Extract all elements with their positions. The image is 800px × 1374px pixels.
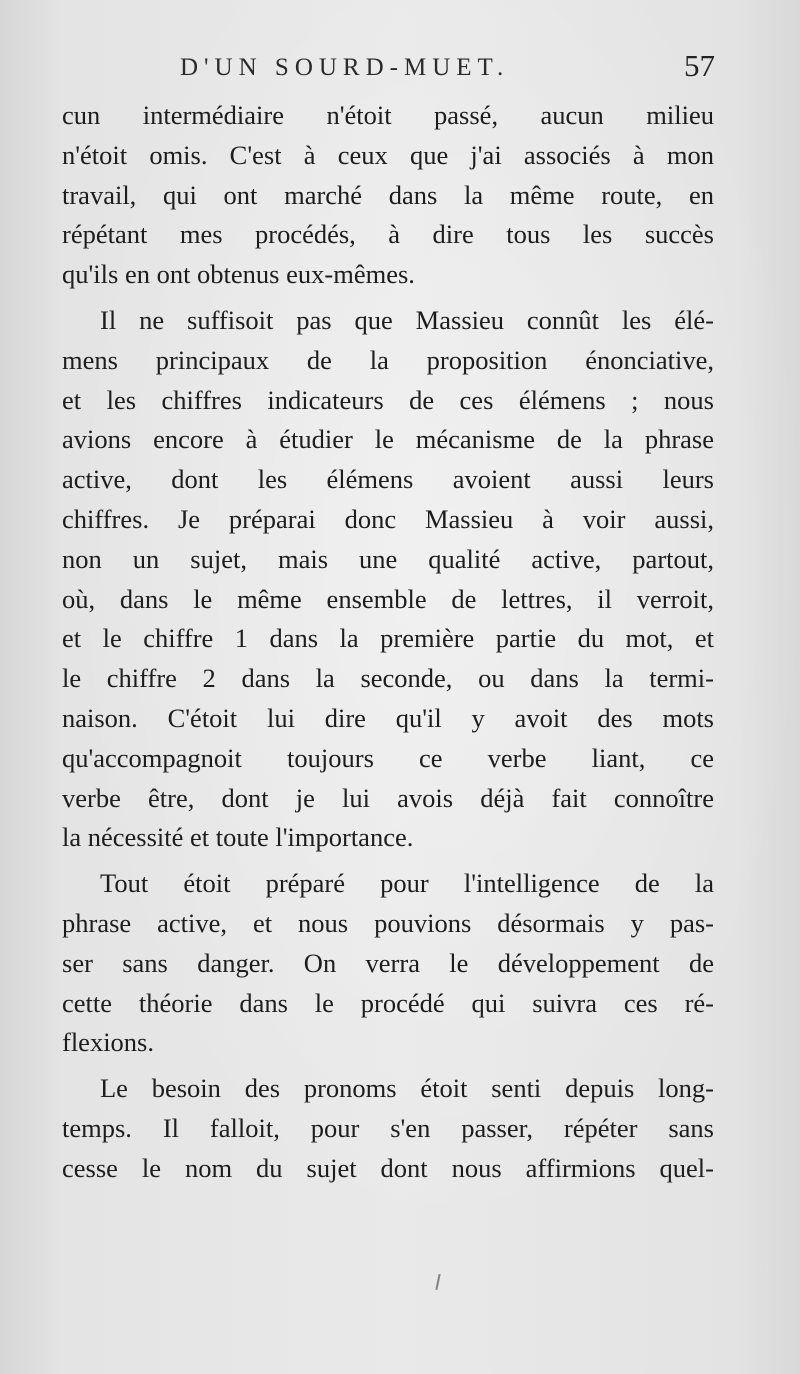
text-line: Il ne suffisoit pas que Massieu connût les élé- bbox=[100, 304, 714, 335]
text-line: flexions. bbox=[62, 1027, 154, 1058]
running-title: D'UN SOURD-MUET. bbox=[180, 54, 510, 81]
text-line: Tout étoit préparé pour l'intelligence de la bbox=[100, 868, 714, 899]
ink-mark bbox=[435, 1274, 440, 1290]
text-line: qu'accompagnoit toujours ce verbe liant, ce bbox=[62, 742, 714, 773]
text-line: non un sujet, mais une qualité active, partout, bbox=[62, 543, 714, 574]
text-line: verbe être, dont je lui avois déjà fait connoître bbox=[62, 782, 714, 813]
page-header bbox=[60, 48, 715, 92]
text-line: phrase active, et nous pouvions désormais y pas- bbox=[62, 907, 714, 938]
text-line: où, dans le même ensemble de lettres, il verroit, bbox=[62, 583, 714, 614]
text-line: naison. C'étoit lui dire qu'il y avoit des mots bbox=[62, 702, 714, 733]
text-line: le chiffre 2 dans la seconde, ou dans la termi- bbox=[62, 663, 714, 694]
text-line: ser sans danger. On verra le développement de bbox=[62, 947, 714, 978]
page-number: 57 bbox=[684, 48, 715, 83]
text-line: temps. Il falloit, pour s'en passer, répéter sans bbox=[62, 1112, 714, 1143]
text-line: répétant mes procédés, à dire tous les succès bbox=[62, 219, 714, 250]
text-line: et les chiffres indicateurs de ces élémens ; nous bbox=[62, 384, 714, 415]
paragraph bbox=[62, 1069, 714, 1188]
body-text bbox=[62, 96, 714, 1189]
text-line: la nécessité et toute l'importance. bbox=[62, 822, 414, 853]
text-line: qu'ils en ont obtenus eux-mêmes. bbox=[62, 259, 415, 290]
text-line: n'étoit omis. C'est à ceux que j'ai associés à mon bbox=[62, 139, 714, 170]
text-line: travail, qui ont marché dans la même route, en bbox=[62, 179, 714, 210]
paragraph bbox=[62, 301, 714, 858]
text-line: cun intermédiaire n'étoit passé, aucun milieu bbox=[62, 100, 714, 130]
text-line: cesse le nom du sujet dont nous affirmions quel- bbox=[62, 1152, 714, 1183]
text-line: chiffres. Je préparai donc Massieu à voir aussi, bbox=[62, 503, 714, 534]
paragraph bbox=[62, 864, 714, 1063]
paragraph bbox=[62, 96, 714, 295]
text-line: et le chiffre 1 dans la première partie du mot, et bbox=[62, 623, 714, 654]
text-line: active, dont les élémens avoient aussi leurs bbox=[62, 464, 714, 495]
text-line: mens principaux de la proposition énonciative, bbox=[62, 344, 714, 375]
text-line: cette théorie dans le procédé qui suivra ces ré- bbox=[62, 987, 714, 1018]
text-line: avions encore à étudier le mécanisme de la phrase bbox=[62, 424, 714, 455]
text-line: Le besoin des pronoms étoit senti depuis long- bbox=[100, 1073, 714, 1104]
